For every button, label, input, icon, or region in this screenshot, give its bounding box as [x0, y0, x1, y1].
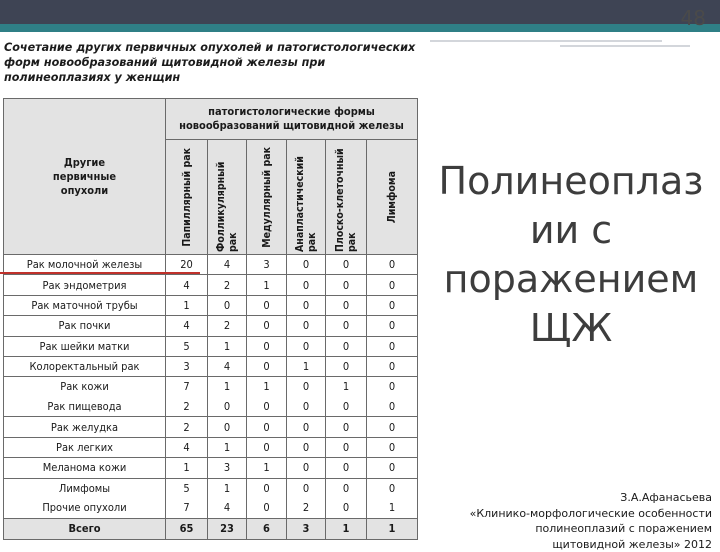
table-cell: 0: [287, 437, 326, 457]
column-header: Фолликулярный рак: [208, 140, 247, 255]
source-credit: [422, 490, 712, 552]
table-cell: 0: [367, 458, 418, 478]
decorative-line: [560, 45, 690, 47]
table-cell: 0: [287, 275, 326, 295]
total-label: Всего: [4, 518, 166, 539]
table-cell: 20: [166, 255, 208, 275]
table-row: [4, 356, 418, 376]
table-cell: 1 0: [208, 377, 247, 417]
table-cell: 0: [367, 356, 418, 376]
table-cell: 0: [326, 417, 367, 437]
table-cell: 0: [367, 275, 418, 295]
table-row: [4, 275, 418, 295]
row-label: [4, 377, 166, 417]
table-row: [4, 437, 418, 457]
table-cell: 0: [247, 356, 287, 376]
slide-title-line: Полинеоплаз: [426, 157, 716, 206]
column-header: Лимфома: [367, 140, 418, 255]
row-label: [4, 478, 166, 518]
table-cell: 4: [166, 275, 208, 295]
credit-line: «Клинико-морфологические особенности: [422, 506, 712, 522]
column-header: Плоско-клеточный рак: [326, 140, 367, 255]
row-label: Рак шейки матки: [4, 336, 166, 356]
table-cell: 1: [166, 458, 208, 478]
highlight-underline: [0, 272, 200, 274]
table-cell: 0: [326, 356, 367, 376]
credit-line: полинеоплазий с поражением: [422, 521, 712, 537]
table-cell: 0: [208, 295, 247, 315]
table-cell: 1 0: [247, 377, 287, 417]
table-row: [4, 316, 418, 336]
total-cell: 1: [326, 518, 367, 539]
table-cell: 0: [247, 295, 287, 315]
total-cell: 6: [247, 518, 287, 539]
table-cell: 0 2: [287, 478, 326, 518]
table-cell: 0: [247, 437, 287, 457]
table-cell: 0: [326, 437, 367, 457]
row-label: Меланома кожи: [4, 458, 166, 478]
slide-title-line: ЩЖ: [426, 304, 716, 353]
decorative-line: [430, 40, 662, 42]
table-cell: 3: [247, 255, 287, 275]
table-cell: 1: [247, 458, 287, 478]
table-cell: 4: [208, 356, 247, 376]
table-cell: 0: [326, 316, 367, 336]
table-cell: 0: [367, 316, 418, 336]
total-cell: 3: [287, 518, 326, 539]
table-cell: 2: [166, 417, 208, 437]
total-cell: 23: [208, 518, 247, 539]
slide-title-line: ии с: [426, 206, 716, 255]
table-cell: 0: [287, 255, 326, 275]
column-header: Анапластический рак: [287, 140, 326, 255]
row-label-line: Прочие опухоли: [4, 498, 165, 518]
table-cell: 0: [326, 255, 367, 275]
table-cell: 0: [247, 417, 287, 437]
row-label: Рак эндометрия: [4, 275, 166, 295]
table-cell: 1: [287, 356, 326, 376]
total-cell: 1: [367, 518, 418, 539]
total-row: [4, 518, 418, 539]
table-row: [4, 458, 418, 478]
table-cell: 0 0: [247, 478, 287, 518]
table-cell: 1 0: [326, 377, 367, 417]
row-label-line: Рак пищевода: [4, 397, 165, 417]
row-label: Рак желудка: [4, 417, 166, 437]
table-cell: 0: [208, 417, 247, 437]
table-row: [4, 478, 418, 518]
table-cell: 0: [326, 295, 367, 315]
table-cell: 2: [208, 275, 247, 295]
row-label-line: Лимфомы: [4, 479, 165, 499]
table-cell: 7 2: [166, 377, 208, 417]
group-header: патогистологические формы новообразований щитовидной железы: [166, 99, 418, 140]
slide-title-line: поражением: [426, 255, 716, 304]
table-cell: 0: [367, 336, 418, 356]
table-row: [4, 377, 418, 417]
table-cell: 0: [326, 336, 367, 356]
table-row: [4, 295, 418, 315]
column-header: Медуллярный рак: [247, 140, 287, 255]
table-cell: 0: [367, 437, 418, 457]
table-cell: 0: [287, 316, 326, 336]
table-cell: 0: [247, 316, 287, 336]
row-label: Рак почки: [4, 316, 166, 336]
accent-bar: [0, 24, 720, 32]
table-cell: 0: [287, 295, 326, 315]
table-cell: 3: [166, 356, 208, 376]
table-cell: 1: [166, 295, 208, 315]
table-cell: 0: [287, 336, 326, 356]
row-label: Рак маточной трубы: [4, 295, 166, 315]
table-cell: 4: [166, 437, 208, 457]
table-cell: 4: [166, 316, 208, 336]
row-label-line: Рак кожи: [4, 377, 165, 397]
corner-header: Другие первичные опухоли: [4, 99, 166, 255]
table-cell: 5 7: [166, 478, 208, 518]
table-cell: 5: [166, 336, 208, 356]
column-header: Папиллярный рак: [166, 140, 208, 255]
table-cell: 0: [326, 458, 367, 478]
total-cell: 65: [166, 518, 208, 539]
table-cell: 0: [326, 275, 367, 295]
table-cell: 0: [367, 417, 418, 437]
table-cell: 0: [247, 336, 287, 356]
table-cell: 4: [208, 255, 247, 275]
credit-line: З.А.Афанасьева: [422, 490, 712, 506]
figure-title: Сочетание других первичных опухолей и патогистологических форм новообразований щитовидной железы при полинеоплазиях у женщин: [4, 40, 424, 85]
table-cell: 1: [208, 437, 247, 457]
page-number: 48: [681, 6, 706, 30]
table-row: [4, 417, 418, 437]
row-label: Колоректальный рак: [4, 356, 166, 376]
table-cell: 2: [208, 316, 247, 336]
table-cell: 0: [367, 255, 418, 275]
credit-line: щитовидной железы» 2012: [422, 537, 712, 552]
slide-title: [426, 157, 716, 353]
table-cell: 0: [287, 458, 326, 478]
table-cell: 0: [367, 295, 418, 315]
top-bar: [0, 0, 720, 24]
row-label: Рак молочной железы: [4, 255, 166, 275]
table-cell: 0 1: [367, 478, 418, 518]
table-cell: 0: [287, 417, 326, 437]
table-cell: 0 0: [287, 377, 326, 417]
table-row: [4, 336, 418, 356]
table-cell: 1: [247, 275, 287, 295]
table-cell: 1: [208, 336, 247, 356]
table-cell: 1 4: [208, 478, 247, 518]
table-cell: 3: [208, 458, 247, 478]
table-cell: 0 0: [326, 478, 367, 518]
table-cell: 0 0: [367, 377, 418, 417]
row-label: Рак легких: [4, 437, 166, 457]
data-table: [3, 98, 418, 540]
